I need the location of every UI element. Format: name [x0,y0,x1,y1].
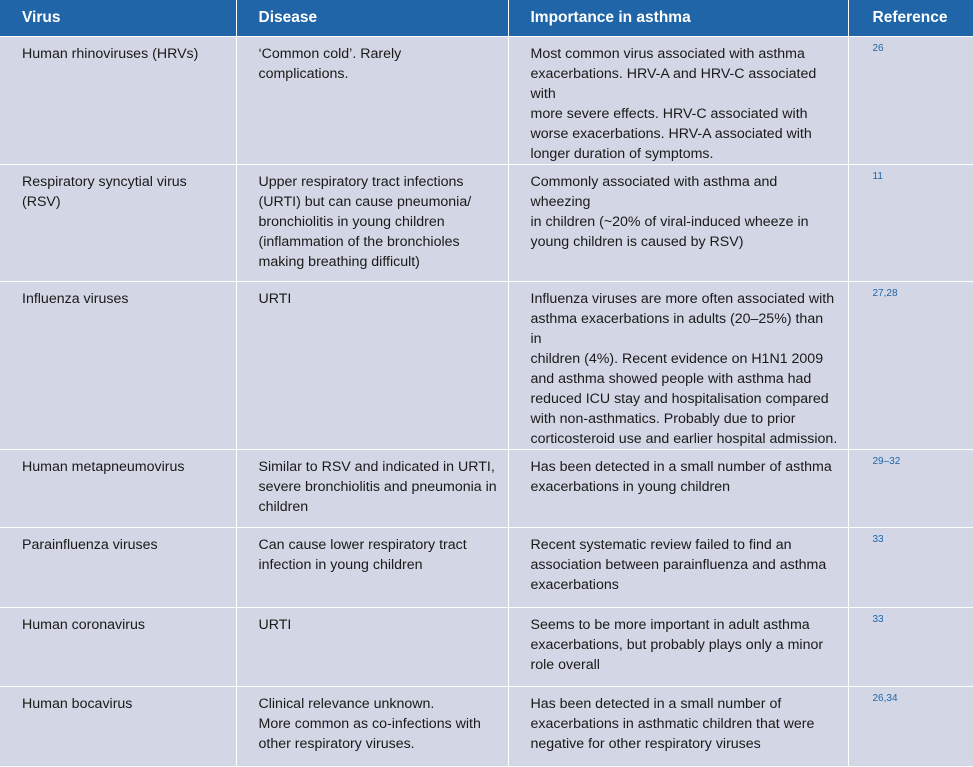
importance-cell: Seems to be more important in adult asthma exacerbations, but probably plays only a minor role overall [508,607,848,686]
importance-cell: Most common virus associated with asthma exacerbations. HRV-A and HRV-C associated with more severe effects. HRV-C associated with worse exacerbations. HRV-A associated with longer duration of symptoms. [508,36,848,164]
importance-cell: Influenza viruses are more often associated with asthma exacerbations in adults (20–25%) than in children (4%). Recent evidence on H1N1 2009 and asthma showed people with asthma had reduced ICU stay and hospitalisation compared with non-asthmatics. Probably due to prior corticosteroid use and earlier hospital admission. [508,281,848,449]
disease-cell: ‘Common cold’. Rarely complications. [236,36,508,164]
reference-cell: 27,28 [848,281,973,449]
header-disease: Disease [236,0,508,36]
table-header [0,0,973,36]
virus-cell: Parainfluenza viruses [0,527,236,607]
disease-cell: URTI [236,607,508,686]
table-body [0,36,973,766]
reference-cell: 33 [848,527,973,607]
virus-cell: Human bocavirus [0,686,236,766]
virus-cell: Influenza viruses [0,281,236,449]
table-row [0,164,973,281]
table-row [0,686,973,766]
disease-cell: Clinical relevance unknown. More common as co-infections with other respiratory viruses. [236,686,508,766]
table-row [0,36,973,164]
table-row [0,527,973,607]
importance-cell: Has been detected in a small number of asthma exacerbations in young children [508,449,848,527]
virus-cell: Respiratory syncytial virus (RSV) [0,164,236,281]
virus-cell: Human rhinoviruses (HRVs) [0,36,236,164]
virus-cell: Human coronavirus [0,607,236,686]
importance-cell: Commonly associated with asthma and wheezing in children (~20% of viral-induced wheeze in young children is caused by RSV) [508,164,848,281]
disease-cell: Similar to RSV and indicated in URTI, severe bronchiolitis and pneumonia in children [236,449,508,527]
reference-cell: 29–32 [848,449,973,527]
table-row [0,449,973,527]
table-row [0,281,973,449]
disease-cell: Can cause lower respiratory tract infection in young children [236,527,508,607]
reference-cell: 11 [848,164,973,281]
reference-cell: 33 [848,607,973,686]
reference-cell: 26,34 [848,686,973,766]
reference-cell: 26 [848,36,973,164]
importance-cell: Recent systematic review failed to find an association between parainfluenza and asthma exacerbations [508,527,848,607]
header-virus: Virus [0,0,236,36]
disease-cell: URTI [236,281,508,449]
header-importance: Importance in asthma [508,0,848,36]
table-row [0,607,973,686]
importance-cell: Has been detected in a small number of exacerbations in asthmatic children that were negative for other respiratory viruses [508,686,848,766]
virus-cell: Human metapneumovirus [0,449,236,527]
disease-cell: Upper respiratory tract infections (URTI) but can cause pneumonia/ bronchiolitis in young children (inflammation of the bronchioles making breathing difficult) [236,164,508,281]
header-reference: Reference [848,0,973,36]
header-row [0,0,973,36]
